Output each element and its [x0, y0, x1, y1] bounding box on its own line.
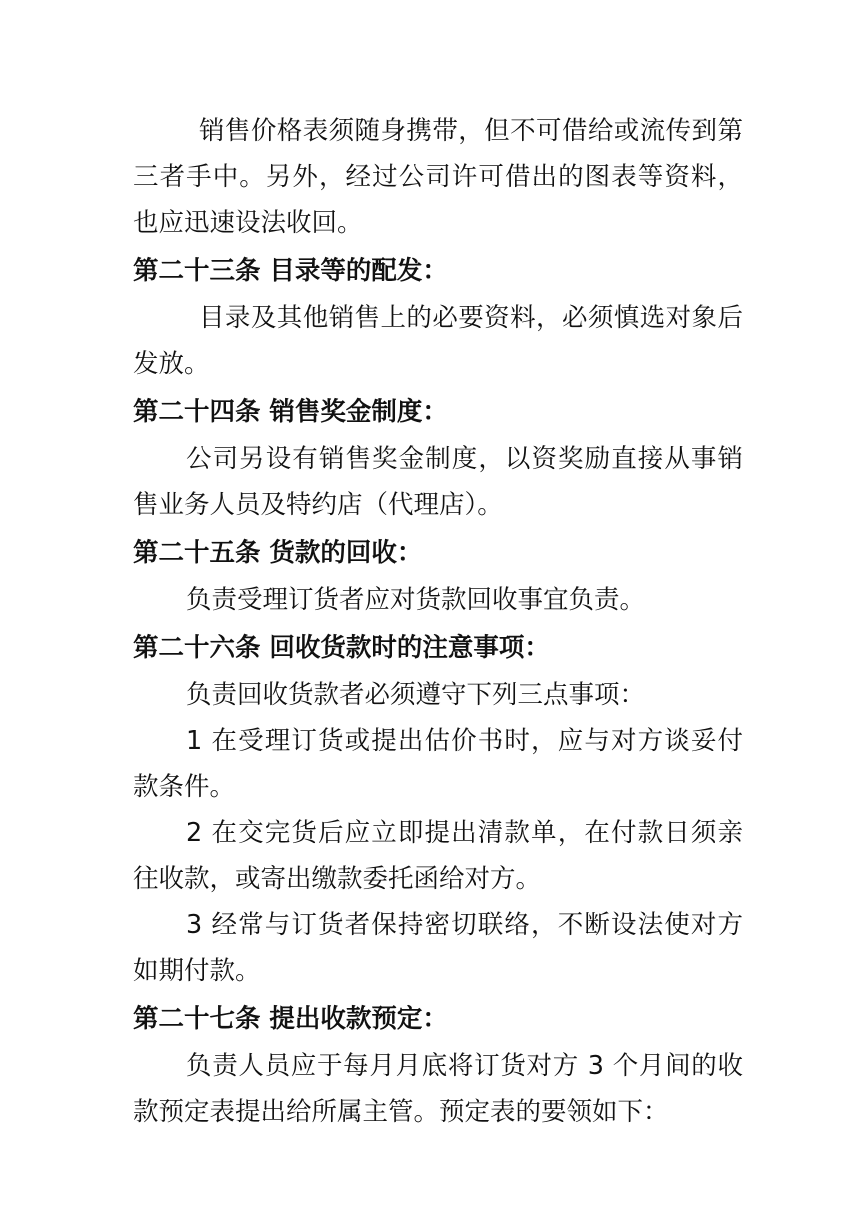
paragraph: [133, 810, 743, 902]
document-body: [133, 108, 743, 1135]
paragraph-line: 三者手中。另外，经过公司许可借出的图表等资料，: [133, 162, 743, 192]
article-heading: 第二十六条 回收货款时的注意事项：: [133, 633, 550, 663]
paragraph-line: 2 在交完货后应立即提出清款单，在付款日须亲: [186, 818, 743, 848]
paragraph: [133, 295, 743, 387]
paragraph-line: 公司另设有销售奖金制度，以资奖励直接从事销: [186, 444, 743, 474]
article-heading: 第二十四条 销售奖金制度：: [133, 397, 448, 427]
paragraph-line: 1 在受理订货或提出估价书时，应与对方谈妥付: [186, 726, 743, 756]
paragraph-line: 负责受理订货者应对货款回收事宜负责。: [186, 585, 646, 615]
paragraph-line: 往收款，或寄出缴款委托函给对方。: [133, 864, 542, 894]
paragraph-line: 负责回收货款者必须遵守下列三点事项：: [186, 680, 646, 710]
paragraph-line: 3 经常与订货者保持密切联络，不断设法使对方: [186, 910, 743, 940]
paragraph-line: 售业务人员及特约店（代理店）。: [133, 490, 503, 520]
paragraph-line: 销售价格表须随身携带，但不可借给或流传到第: [199, 116, 743, 146]
article-heading: 第二十三条 目录等的配发：: [133, 256, 448, 286]
paragraph: [133, 718, 743, 810]
paragraph: [133, 672, 743, 718]
paragraph: [133, 436, 743, 528]
paragraph-line: 负责人员应于每月月底将订货对方 3 个月间的收: [186, 1051, 743, 1081]
article-heading: 第二十七条 提出收款预定：: [133, 1004, 448, 1034]
paragraph: [133, 902, 743, 994]
article-heading: 第二十五条 货款的回收：: [133, 538, 423, 568]
paragraph-line: 款条件。: [133, 772, 236, 802]
paragraph: [133, 108, 743, 246]
paragraph-line: 也应迅速设法收回。: [133, 208, 363, 238]
paragraph-line: 目录及其他销售上的必要资料，必须慎选对象后: [199, 303, 743, 333]
paragraph: [133, 577, 743, 623]
paragraph-line: 如期付款。: [133, 956, 261, 986]
paragraph-line: 款预定表提出给所属主管。预定表的要领如下：: [133, 1097, 669, 1127]
paragraph-line: 发放。: [133, 349, 210, 379]
paragraph: [133, 1043, 743, 1135]
